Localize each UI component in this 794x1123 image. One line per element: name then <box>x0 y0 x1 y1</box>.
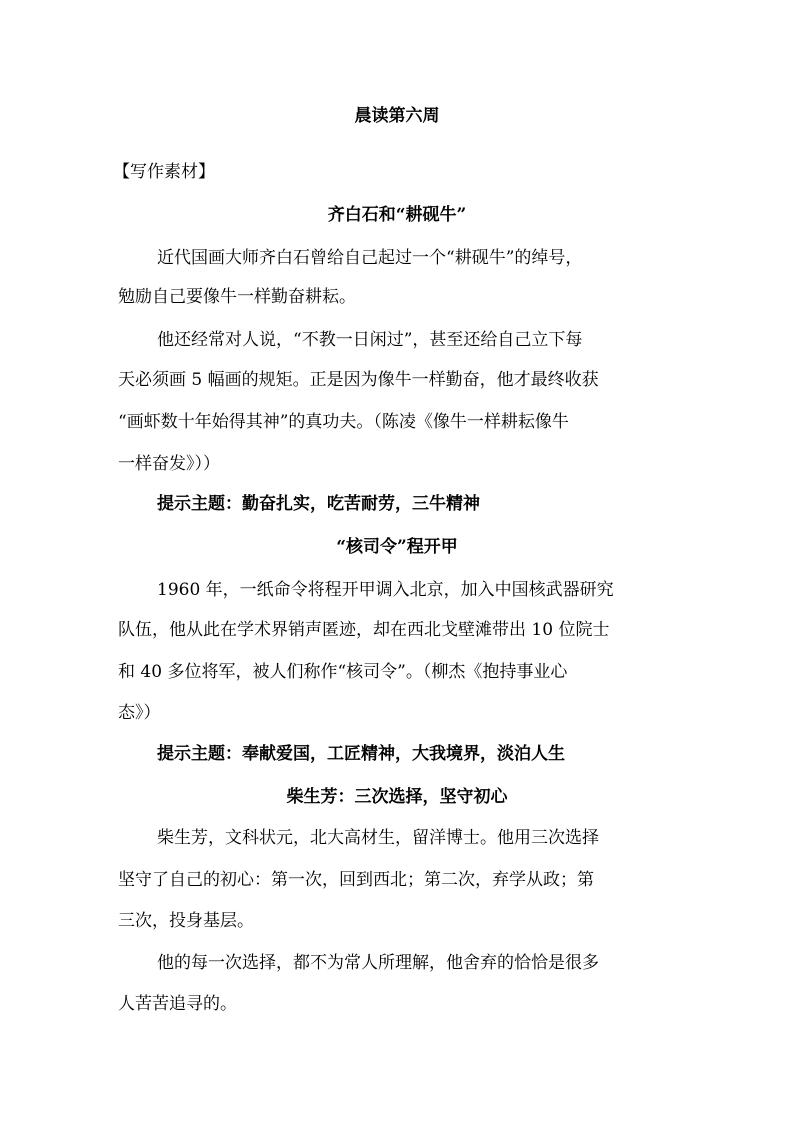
paragraph-line: 天必须画 5 幅画的规矩。正是因为像牛一样勤奋，他才最终收获 <box>118 370 599 390</box>
paragraph-line: 三次，投身基层。 <box>118 911 254 931</box>
paragraph-line: 和 40 多位将军，被人们称作“核司令”。（柳杰《抱持事业心 <box>118 662 568 682</box>
paragraph-line: 人苦苦追寻的。 <box>118 994 237 1014</box>
paragraph-line: 他还经常对人说，“不教一日闲过”，甚至还给自己立下每 <box>157 330 583 350</box>
paragraph-line: 坚守了自己的初心：第一次，回到西北；第二次，弃学从政；第 <box>118 870 594 890</box>
story-title: “核司令”程开甲 <box>336 537 458 557</box>
paragraph-line: 一样奋发》）） <box>118 454 220 474</box>
page-title: 晨读第六周 <box>354 106 440 126</box>
paragraph-line: 1960 年，一纸命令将程开甲调入北京，加入中国核武器研究 <box>157 580 614 600</box>
paragraph-line: 近代国画大师齐白石曾给自己起过一个“耕砚牛”的绰号， <box>157 248 583 268</box>
paragraph-line: 队伍，他从此在学术界销声匿迹，却在西北戈壁滩带出 10 位院士 <box>118 620 610 640</box>
theme-hint: 提示主题：奉献爱国，工匠精神，大我境界，淡泊人生 <box>157 744 565 764</box>
paragraph-line: “画虾数十年始得其神”的真功夫。（陈凌《像牛一样耕耘像牛 <box>118 412 569 432</box>
story-title: 齐白石和“耕砚牛” <box>327 205 467 225</box>
paragraph-line: 态》） <box>118 703 161 723</box>
paragraph-line: 他的每一次选择，都不为常人所理解，他舍弃的恰恰是很多 <box>157 953 599 973</box>
paragraph-line: 柴生芳，文科状元，北大高材生，留洋博士。他用三次选择 <box>157 828 599 848</box>
paragraph-line: 勉励自己要像牛一样勤奋耕耘。 <box>118 287 356 307</box>
story-title: 柴生芳：三次选择，坚守初心 <box>286 787 508 807</box>
section-label: 【写作素材】 <box>113 162 215 182</box>
theme-hint: 提示主题：勤奋扎实，吃苦耐劳，三牛精神 <box>157 494 480 514</box>
